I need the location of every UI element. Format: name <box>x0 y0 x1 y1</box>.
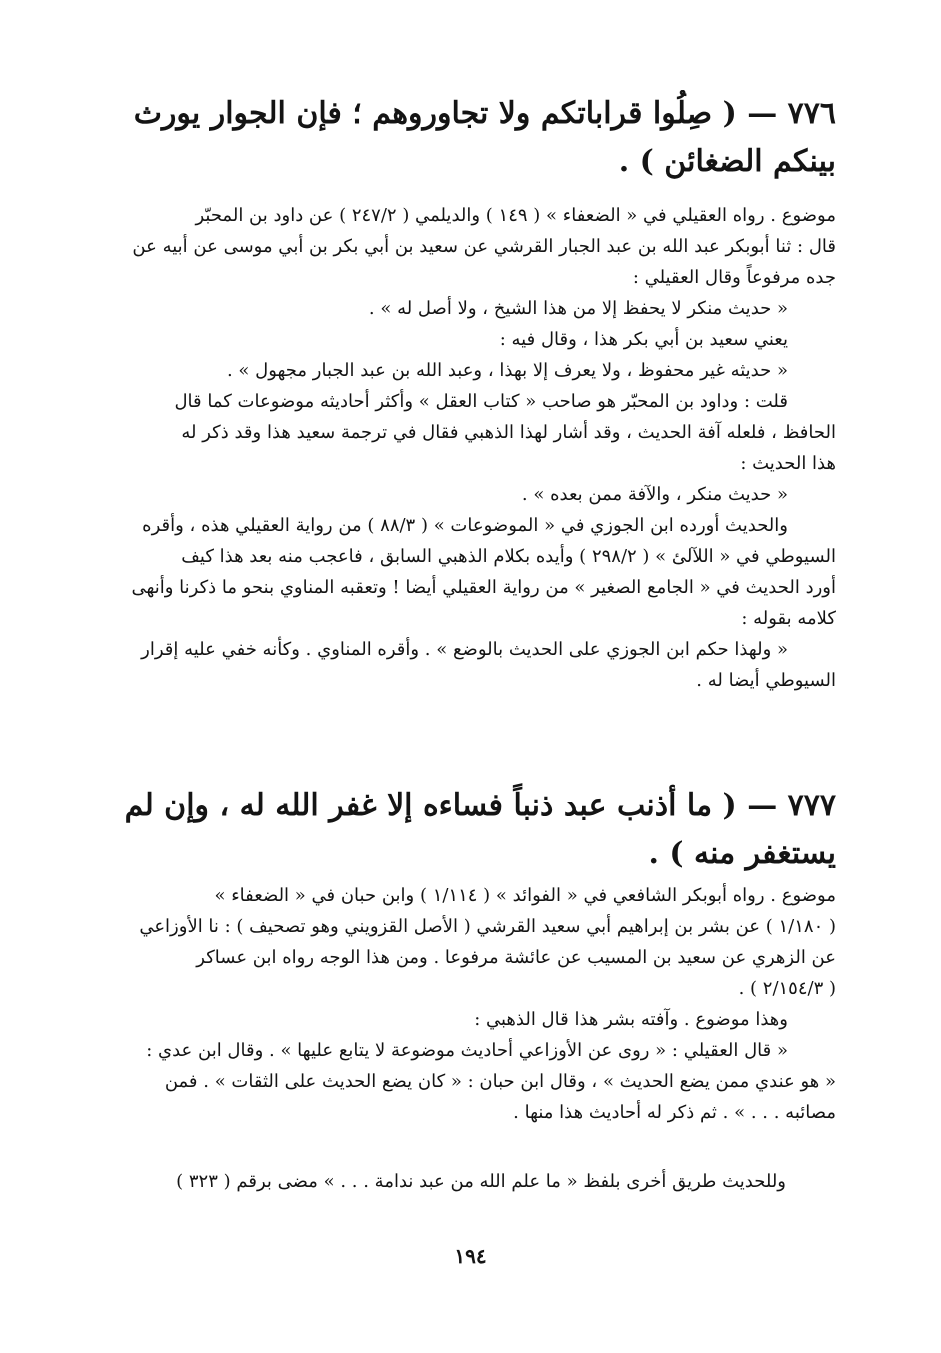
text-line: جده مرفوعاً وقال العقيلي : <box>632 267 836 288</box>
text-paragraph <box>72 510 836 541</box>
heading-line: بينكم الضغائن ) . <box>618 144 836 179</box>
text-line: عن الزهري عن سعيد بن المسيب عن عائشة مرفوعا . ومن هذا الوجه رواه ابن عساكر <box>196 947 836 968</box>
text-line: ( ١/١٨٠ ) عن بشر بن إبراهيم أبي سعيد القرشي ( الأصل القزويني وهو تصحيف ) : نا الأوزاعي <box>139 916 836 937</box>
cross-reference-number: ( ٣٢٣ ) <box>176 1171 231 1192</box>
verdict-paragraph <box>72 200 836 293</box>
heading-line: يستغفر منه ) . <box>648 836 836 871</box>
text-line: موضوع . رواه أبوبكر الشافعي في « الفوائد » ( ١/١١٤ ) وابن حبان في « الضعفاء » <box>214 885 836 906</box>
text-line: السيوطي في « اللآلئ » ( ٢٩٨/٢ ) وأيده بكلام الذهبي السابق ، فاعجب منه بعد هذا كيف <box>181 546 836 567</box>
text-line: وهذا موضوع . وآفته بشر هذا قال الذهبي : <box>474 1009 788 1030</box>
heading-line: ٧٧٦ — ( صِلُوا قراباتكم ولا تجاوروهم ؛ فإن الجوار يورث <box>133 96 836 131</box>
text-line: « قال العقيلي : « روى عن الأوزاعي أحاديث موضوعة لا يتابع عليها » . وقال ابن عدي : <box>146 1040 788 1061</box>
text-line: السيوطي أيضا له . <box>696 670 836 691</box>
verdict-paragraph <box>72 880 836 1004</box>
quote-paragraph <box>72 634 836 665</box>
text-line: « حديثه غير محفوظ ، ولا يعرف إلا بهذا ، وعبد الله بن عبد الجبار مجهول » . <box>226 360 788 381</box>
cross-reference-note <box>176 1167 786 1197</box>
quote-paragraph <box>72 479 836 510</box>
text-line: مصائبه . . . » . ثم ذكر له أحاديث هذا منها . <box>513 1102 836 1123</box>
quote-paragraph <box>72 355 836 386</box>
text-line: والحديث أورده ابن الجوزي في « الموضوعات » ( ٨٨/٣ ) من رواية العقيلي هذه ، وأقره <box>142 515 788 536</box>
text-line: ( ٢/١٥٤/٣ ) . <box>738 978 836 999</box>
hadith-776-heading <box>72 90 836 186</box>
hadith-777-commentary <box>72 880 836 1128</box>
text-paragraph <box>72 1004 836 1035</box>
text-line: قلت : وداود بن المحبّر هو صاحب « كتاب العقل » وأكثر أحاديثه موضوعات كما قال <box>174 391 788 412</box>
heading-line: ٧٧٧ — ( ما أذنب عبد ذنباً فساءه إلا غفر الله له ، وإن لم <box>124 788 836 823</box>
text-paragraph <box>72 665 836 696</box>
text-paragraph <box>72 386 836 417</box>
hadith-776-commentary <box>72 200 836 696</box>
text-line: كلامه بقوله : <box>741 608 836 629</box>
quote-paragraph <box>72 293 836 324</box>
text-line: « ولهذا حكم ابن الجوزي على الحديث بالوضع » . وأقره المناوي . وكأنه خفي عليه إقرار <box>141 639 788 660</box>
text-line: « حديث منكر لا يحفظ إلا من هذا الشيخ ، ولا أصل له » . <box>368 298 788 319</box>
cross-reference-text: وللحديث طريق أخرى بلفظ « ما علم الله من عبد ندامة . . . » مضى برقم <box>236 1171 786 1192</box>
page-number: ١٩٤ <box>454 1244 487 1268</box>
text-line: موضوع . رواه العقيلي في « الضعفاء » ( ١٤٩ ) والديلمي ( ٢٤٧/٢ ) عن داود بن المحبّر <box>195 205 836 226</box>
text-paragraph <box>72 417 836 479</box>
text-line: قال : ثنا أبوبكر عبد الله بن عبد الجبار القرشي عن سعيد بن أبي بكر بن أبي موسى عن أبيه عن <box>132 236 836 257</box>
text-line: هذا الحديث : <box>740 453 836 474</box>
text-line: أورد الحديث في « الجامع الصغير » من رواية العقيلي أيضا ! وتعقبه المناوي بنحو ما ذكرنا وأنهى <box>131 577 836 598</box>
text-paragraph <box>72 324 836 355</box>
quote-paragraph <box>72 1066 836 1128</box>
text-line: « حديث منكر ، والآفة ممن بعده » . <box>521 484 788 505</box>
quote-paragraph <box>72 1035 836 1066</box>
text-line: يعني سعيد بن أبي بكر هذا ، وقال فيه : <box>499 329 788 350</box>
text-paragraph <box>72 541 836 634</box>
text-line: الحافظ ، فلعله آفة الحديث ، وقد أشار لهذا الذهبي فقال في ترجمة سعيد هذا وقد ذكر له <box>181 422 836 443</box>
hadith-777-heading <box>72 782 836 878</box>
text-line: « هو عندي ممن يضع الحديث » ، وقال ابن حبان : « كان يضع الحديث على الثقات » . فمن <box>164 1071 836 1092</box>
